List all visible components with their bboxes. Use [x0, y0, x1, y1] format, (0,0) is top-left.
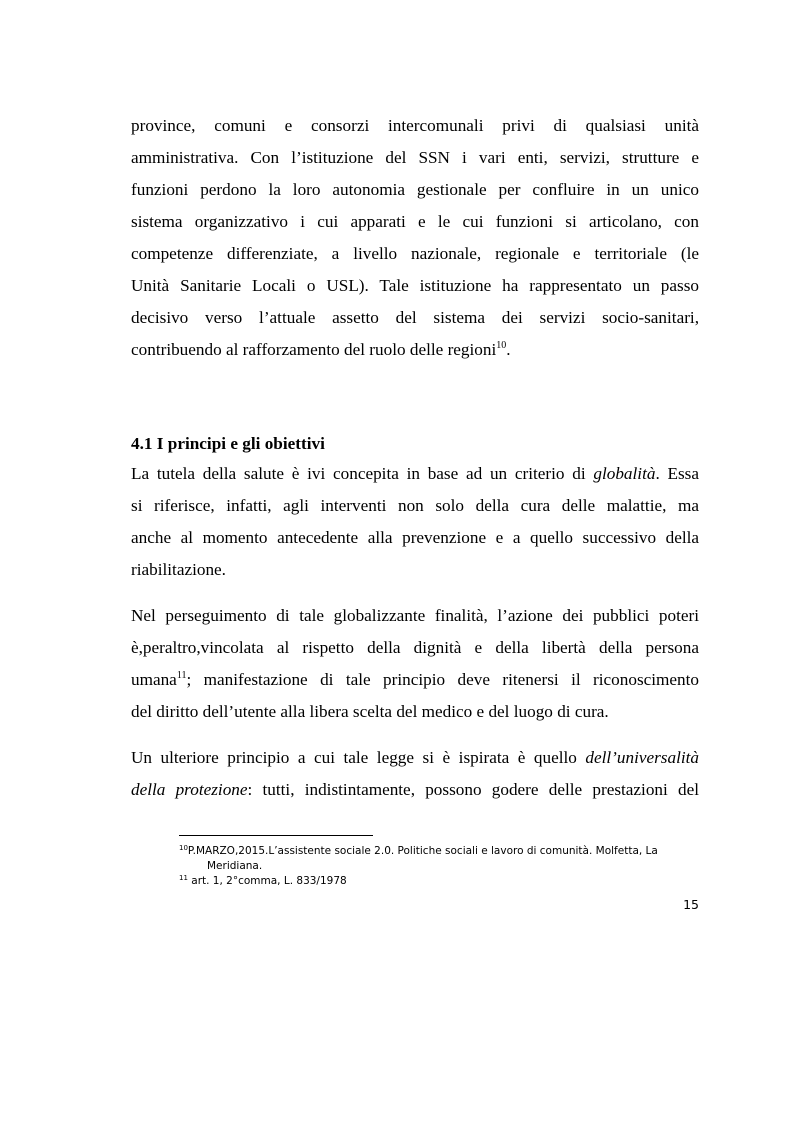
paragraph-ssn-institution	[131, 110, 699, 366]
footnote-number: 10	[179, 844, 188, 852]
text-line: decisivo verso l’attuale assetto del sistema dei servizi socio-sanitari,	[131, 308, 699, 327]
footnote-10-continuation: Meridiana.	[207, 860, 263, 872]
text-line	[131, 742, 699, 774]
footnote-10	[179, 844, 699, 859]
paragraph-globality	[131, 458, 699, 586]
text-fragment: .	[506, 340, 511, 359]
text-fragment: umana	[131, 670, 177, 689]
footnote-number: 11	[179, 874, 188, 882]
footnote-ref-11[interactable]: 11	[176, 670, 187, 681]
paragraph-dignity	[131, 600, 699, 728]
text-fragment: ; manifestazione di tale principio deve ritenersi il riconoscimento	[186, 670, 699, 689]
text-fragment: : tutti, indistintamente, possono godere delle prestazioni del	[247, 780, 699, 799]
text-line: amministrativa. Con l’istituzione del SSN i vari enti, servizi, strutture e	[131, 148, 699, 167]
italic-term: dell’universalità	[585, 748, 699, 767]
text-fragment: Un ulteriore principio a cui tale legge si è ispirata è quello	[131, 748, 586, 767]
text-line: sistema organizzativo i cui apparati e le cui funzioni si articolano, con	[131, 212, 699, 231]
text-line: Unità Sanitarie Locali o USL). Tale istituzione ha rappresentato un passo	[131, 276, 699, 295]
text-line	[131, 774, 699, 806]
section-heading: 4.1 I principi e gli obiettivi	[131, 434, 325, 453]
text-line	[131, 458, 699, 490]
text-line: competenze differenziate, a livello nazionale, regionale e territoriale (le	[131, 244, 699, 263]
text-line: anche al momento antecedente alla prevenzione e a quello successivo della	[131, 528, 699, 547]
text-line: funzioni perdono la loro autonomia gestionale per confluire in un unico	[131, 180, 699, 199]
text-line: province, comuni e consorzi intercomunali privi di qualsiasi unità	[131, 116, 699, 135]
text-fragment: contribuendo al rafforzamento del ruolo delle regioni	[131, 340, 497, 359]
text-line: Nel perseguimento di tale globalizzante finalità, l’azione dei pubblici poteri	[131, 606, 699, 625]
text-fragment: . Essa	[655, 464, 699, 483]
italic-term: globalità	[593, 464, 656, 483]
footnote-text: P.MARZO,2015.L’assistente sociale 2.0. Politiche sociali e lavoro di comunità. Molfetta, La	[187, 845, 658, 857]
text-line	[131, 334, 699, 366]
text-line: è,peraltro,vincolata al rispetto della dignità e della libertà della persona	[131, 638, 699, 657]
paragraph-universality	[131, 742, 699, 806]
page-number: 15	[683, 897, 699, 912]
text-line: riabilitazione.	[131, 560, 226, 579]
footnote-ref-10[interactable]: 10	[496, 340, 507, 351]
text-line: del diritto dell’utente alla libera scelta del medico e del luogo di cura.	[131, 702, 609, 721]
footnote-separator	[179, 835, 373, 836]
text-line: si riferisce, infatti, agli interventi non solo della cura delle malattie, ma	[131, 496, 699, 515]
footnote-11	[179, 874, 699, 889]
text-fragment: La tutela della salute è ivi concepita in base ad un criterio di	[131, 464, 594, 483]
footnote-text: art. 1, 2°comma, L. 833/1978	[191, 875, 347, 887]
footnotes	[179, 844, 699, 889]
italic-term: della protezione	[131, 780, 248, 799]
text-line	[131, 664, 699, 696]
